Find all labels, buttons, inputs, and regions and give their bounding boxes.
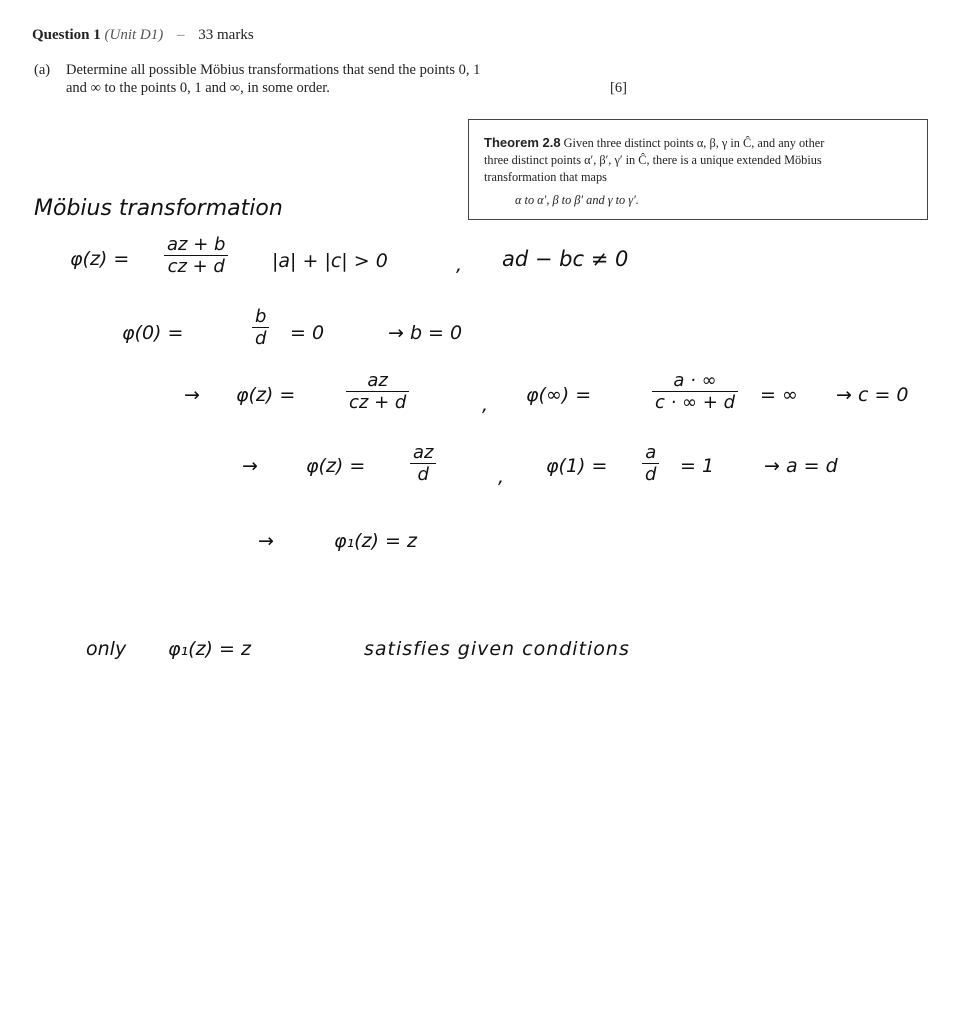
line1-denominator: cz + d: [167, 256, 225, 277]
line5-expression: φ₁(z) = z: [334, 530, 417, 552]
line2-denominator: d: [255, 328, 267, 349]
conclusion-text: satisfies given conditions: [364, 638, 630, 660]
conclusion-expression: φ₁(z) = z: [168, 638, 251, 660]
theorem-line1: Given three distinct points α, β, γ in Ĉ, and any other: [563, 136, 825, 150]
part-marks: [6]: [610, 80, 627, 96]
line3-lhs2: φ(∞) =: [526, 384, 592, 406]
line4-equals: = 1: [680, 455, 715, 477]
line3-result: → c = 0: [836, 384, 909, 406]
line2-result: → b = 0: [388, 322, 463, 344]
question-marks: 33 marks: [198, 27, 254, 43]
part-text-line1: Determine all possible Möbius transformations that send the points 0, 1: [66, 62, 481, 78]
line3-fraction2: [652, 370, 738, 413]
line3-fraction: [346, 370, 409, 413]
line4-denominator2: d: [645, 464, 657, 485]
line2-fraction: [252, 306, 269, 349]
line4-result: → a = d: [764, 455, 838, 477]
line1-condition2: ad − bc ≠ 0: [502, 247, 629, 271]
line4-numerator: az: [413, 442, 434, 463]
line3-equals: = ∞: [760, 384, 798, 406]
line4-denominator: d: [417, 464, 429, 485]
line4-separator: ,: [498, 466, 505, 488]
line1-lhs: φ(z) =: [70, 248, 130, 270]
line1-condition1: |a| + |c| > 0: [272, 250, 388, 272]
line1-numerator: az + b: [167, 234, 226, 255]
line4-numerator2: a: [645, 442, 657, 463]
theorem-box: [468, 119, 928, 220]
line4-lhs: φ(z) =: [306, 455, 366, 477]
line2-numerator: b: [255, 306, 267, 327]
question-unit: (Unit D1): [104, 27, 164, 43]
header-dash: –: [177, 27, 185, 43]
line3-numerator2: a · ∞: [673, 370, 717, 391]
question-part-a: [34, 60, 480, 80]
conclusion-only: only: [86, 638, 127, 660]
line3-denominator: cz + d: [349, 392, 407, 413]
part-label: (a): [34, 62, 51, 78]
line3-separator: ,: [482, 394, 489, 416]
line2-lhs: φ(0) =: [122, 322, 184, 344]
line2-equals: = 0: [290, 322, 325, 344]
theorem-line3: transformation that maps: [484, 170, 607, 184]
question-number: Question 1: [32, 27, 101, 43]
line3-denominator2: c · ∞ + d: [655, 392, 736, 413]
line3-numerator: az: [367, 370, 388, 391]
handwritten-heading: Möbius transformation: [34, 196, 283, 221]
line4-fraction: [410, 442, 436, 485]
part-text-line2: and ∞ to the points 0, 1 and ∞, in some order.: [66, 80, 330, 96]
line1-fraction: [164, 234, 228, 277]
theorem-name: Theorem 2.8: [484, 135, 561, 150]
line3-arrow: →: [184, 384, 200, 406]
line1-separator: ,: [456, 254, 463, 276]
line3-lhs: φ(z) =: [236, 384, 296, 406]
line4-arrow: →: [242, 455, 258, 477]
line4-fraction2: [642, 442, 659, 485]
line5-arrow: →: [258, 530, 274, 552]
theorem-maps: α to α′, β to β′ and γ to γ′.: [515, 193, 639, 207]
question-header: [32, 27, 254, 44]
theorem-line2: three distinct points α′, β′, γ′ in Ĉ, there is a unique extended Möbius: [484, 153, 822, 167]
line4-lhs2: φ(1) =: [546, 455, 608, 477]
